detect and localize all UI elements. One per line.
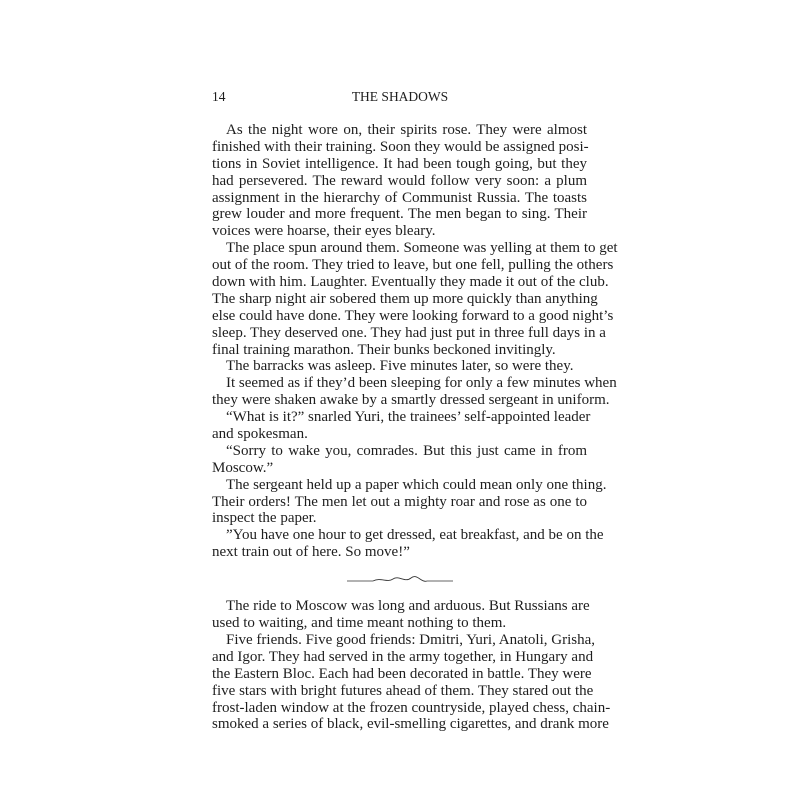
text-line: The sergeant held up a paper which could mean only one thing. bbox=[226, 476, 607, 493]
text-line: they were shaken awake by a smartly dressed sergeant in uniform. bbox=[212, 392, 610, 409]
text-line: It seemed as if they’d been sleeping for only a few minutes when bbox=[226, 375, 617, 392]
text-line: had persevered. The reward would follow very soon: a plum bbox=[212, 172, 587, 189]
body-text bbox=[212, 122, 618, 733]
text-line: used to waiting, and time meant nothing to them. bbox=[212, 615, 507, 632]
text-line: out of the room. They tried to leave, but one fell, pulling the others bbox=[212, 257, 614, 274]
text-line: ”You have one hour to get dressed, eat breakfast, and be on the bbox=[226, 527, 604, 544]
running-title: THE SHADOWS bbox=[351, 89, 449, 104]
text-line: Moscow.” bbox=[212, 459, 274, 476]
text-line: frost-laden window at the frozen countryside, played chess, chain- bbox=[212, 699, 611, 716]
section-break-ornament bbox=[212, 561, 587, 598]
text-line: else could have done. They were looking forward to a good night’s bbox=[212, 307, 614, 324]
text-line: The place spun around them. Someone was yelling at them to get bbox=[226, 240, 618, 257]
text-line: down with him. Laughter. Eventually they made it out of the club. bbox=[212, 274, 609, 291]
text-line: tions in Soviet intelligence. It had been tough going, but they bbox=[212, 155, 587, 172]
text-line: assignment in the hierarchy of Communist Russia. The toasts bbox=[212, 189, 587, 206]
page-number: 14 bbox=[212, 89, 226, 104]
text-line: final training marathon. Their bunks beckoned invitingly. bbox=[212, 341, 556, 358]
text-line: As the night wore on, their spirits rose. They were almost bbox=[226, 122, 587, 138]
text-line: The barracks was asleep. Five minutes later, so were they. bbox=[226, 358, 574, 375]
text-line: “Sorry to wake you, comrades. But this just came in from bbox=[226, 442, 587, 459]
text-line: sleep. They deserved one. They had just put in three full days in a bbox=[212, 324, 606, 341]
text-line: voices were hoarse, their eyes bleary. bbox=[212, 223, 436, 240]
text-line: five stars with bright futures ahead of them. They stared out the bbox=[212, 682, 594, 699]
text-line: finished with their training. Soon they would be assigned posi- bbox=[212, 138, 589, 155]
text-line: The sharp night air sobered them up more quickly than anything bbox=[212, 290, 598, 307]
text-line: grew louder and more frequent. The men began to sing. Their bbox=[212, 206, 587, 223]
text-line: “What is it?” snarled Yuri, the trainees’ self-appointed leader bbox=[226, 409, 591, 426]
text-line: Five friends. Five good friends: Dmitri, Yuri, Anatoli, Grisha, bbox=[226, 631, 595, 648]
text-line: Their orders! The men let out a mighty roar and rose as one to bbox=[212, 493, 587, 510]
text-line: smoked a series of black, evil-smelling cigarettes, and drank more bbox=[212, 716, 609, 733]
text-line: The ride to Moscow was long and arduous. But Russians are bbox=[226, 598, 590, 615]
text-line: and spokesman. bbox=[212, 426, 308, 443]
text-line: next train out of here. So move!” bbox=[212, 544, 410, 561]
text-line: inspect the paper. bbox=[212, 510, 317, 527]
text-line: and Igor. They had served in the army together, in Hungary and bbox=[212, 648, 594, 665]
text-line: the Eastern Bloc. Each had been decorated in battle. They were bbox=[212, 665, 592, 682]
